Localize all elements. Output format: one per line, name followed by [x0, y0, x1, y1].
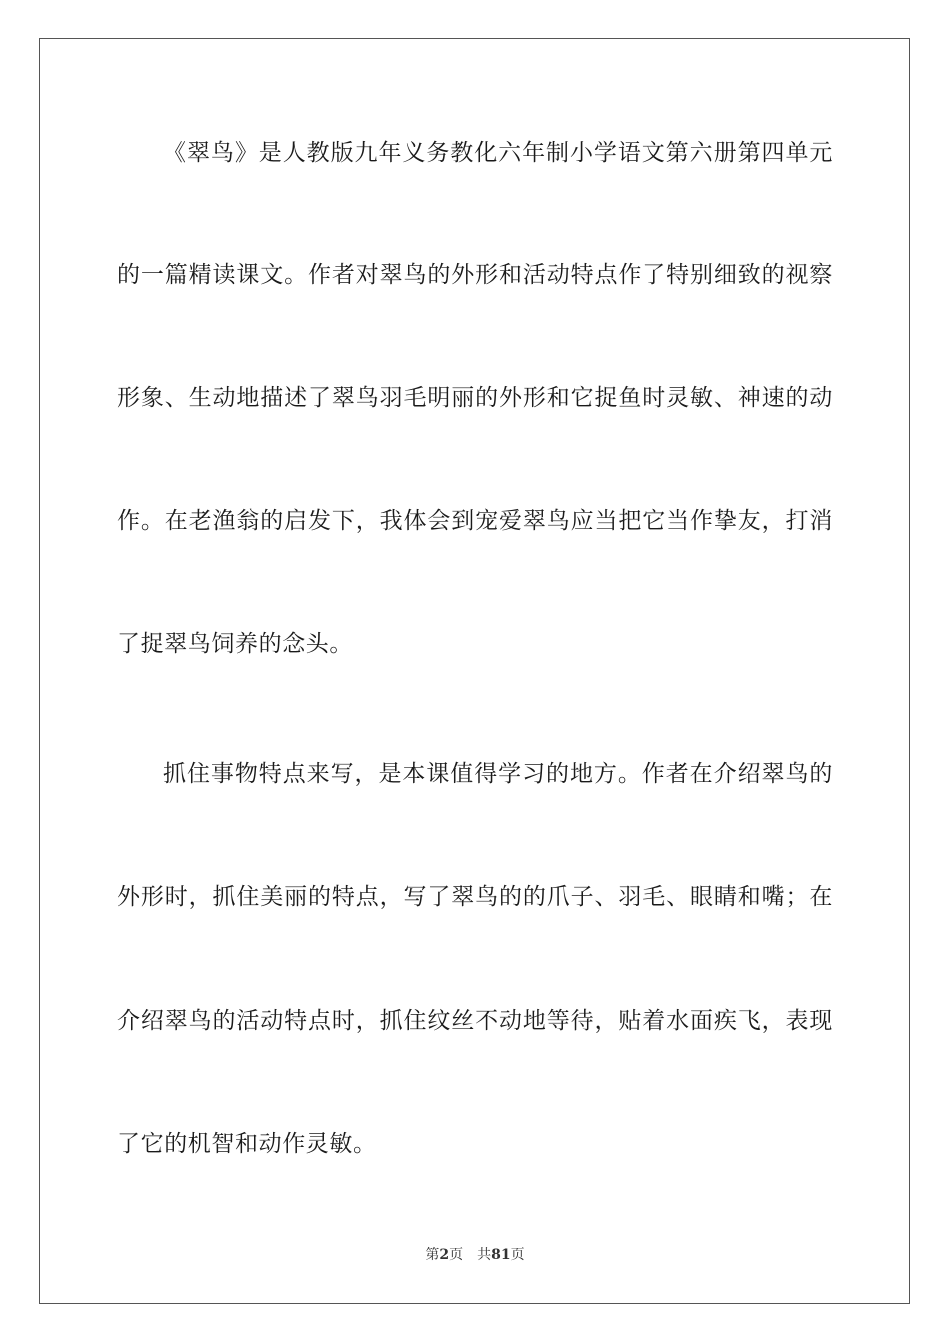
paragraph-2-line-1: 抓住事物特点来写，是本课值得学习的地方。作者在介绍翠鸟的: [163, 761, 833, 787]
total-unit: 页: [510, 1247, 525, 1263]
page-border: [39, 38, 910, 1304]
current-page-number: 2: [439, 1247, 450, 1263]
page-unit: 页: [449, 1247, 464, 1263]
paragraph-1-line-3: 形象、生动地描述了翠鸟羽毛明丽的外形和它捉鱼时灵敏、神速的动: [117, 385, 833, 411]
paragraph-1-line-1: 《翠鸟》是人教版九年义务教化六年制小学语文第六册第四单元: [163, 140, 833, 166]
paragraph-1-line-4: 作。在老渔翁的启发下，我体会到宠爱翠鸟应当把它当作挚友，打消: [117, 508, 833, 534]
paragraph-2-line-2: 外形时，抓住美丽的特点，写了翠鸟的的爪子、羽毛、眼睛和嘴；在: [117, 884, 833, 910]
page-footer: [0, 1246, 950, 1264]
paragraph-1-line-5: 了捉翠鸟饲养的念头。: [117, 631, 353, 657]
total-page-count: 81: [491, 1247, 511, 1263]
page-prefix: 第: [425, 1247, 440, 1263]
paragraph-2-line-4: 了它的机智和动作灵敏。: [117, 1131, 377, 1157]
paragraph-2-line-3: 介绍翠鸟的活动特点时，抓住纹丝不动地等待，贴着水面疾飞，表现: [117, 1008, 833, 1034]
paragraph-1-line-2: 的一篇精读课文。作者对翠鸟的外形和活动特点作了特别细致的视察: [117, 262, 833, 288]
total-prefix: 共: [477, 1247, 492, 1263]
